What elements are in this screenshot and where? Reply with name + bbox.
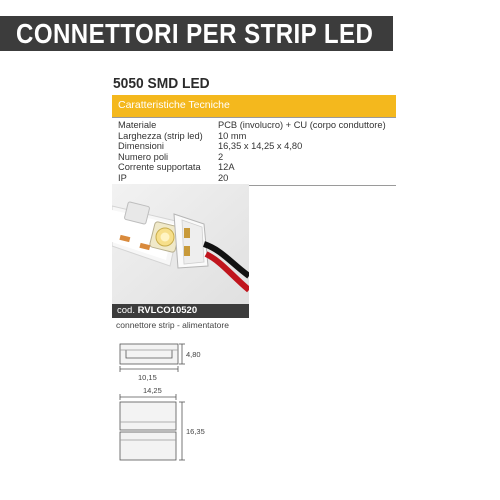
product-photo — [112, 184, 249, 304]
spec-value: 10 mm — [218, 130, 247, 141]
product-code: RVLCO10520 — [137, 305, 198, 316]
top-height-label: 16,35 — [186, 427, 205, 436]
page-banner — [0, 16, 393, 51]
spec-value: 12A — [218, 162, 235, 172]
side-width-label: 10,15 — [138, 373, 157, 382]
product-code-label — [117, 305, 197, 316]
section-title: 5050 SMD LED — [113, 75, 210, 92]
spec-row — [112, 162, 396, 173]
side-profile-drawing — [112, 338, 212, 386]
spec-row — [112, 120, 396, 131]
tech-specs-header — [112, 95, 396, 117]
product-code-bar — [112, 304, 249, 318]
spec-row — [112, 173, 396, 184]
spec-value: 16,35 x 14,25 x 4,80 — [218, 141, 303, 151]
tech-specs-header-label: Caratteristiche Tecniche — [118, 99, 230, 111]
top-view-drawing — [112, 384, 222, 466]
spec-label: Corrente supportata — [118, 162, 201, 172]
spec-label: Dimensioni — [118, 141, 164, 151]
code-prefix: cod. — [117, 305, 135, 316]
spec-label: IP — [118, 172, 127, 183]
spec-row — [112, 131, 396, 142]
spec-row — [112, 141, 396, 152]
connector-illustration — [112, 184, 249, 304]
spec-value: 2 — [218, 151, 224, 162]
page-title: CONNETTORI PER STRIP LED — [16, 18, 374, 49]
spec-label: Materiale — [118, 120, 157, 130]
spec-row — [112, 152, 396, 163]
spec-label: Larghezza (strip led) — [118, 130, 203, 141]
spec-value: 20 — [218, 172, 229, 183]
top-width-label: 14,25 — [143, 386, 162, 395]
specs-table — [112, 117, 396, 186]
side-height-label: 4,80 — [186, 350, 201, 359]
spec-label: Numero poli — [118, 151, 169, 162]
product-caption: connettore strip - alimentatore — [116, 320, 229, 330]
spec-value: PCB (involucro) + CU (corpo conduttore) — [218, 120, 386, 130]
